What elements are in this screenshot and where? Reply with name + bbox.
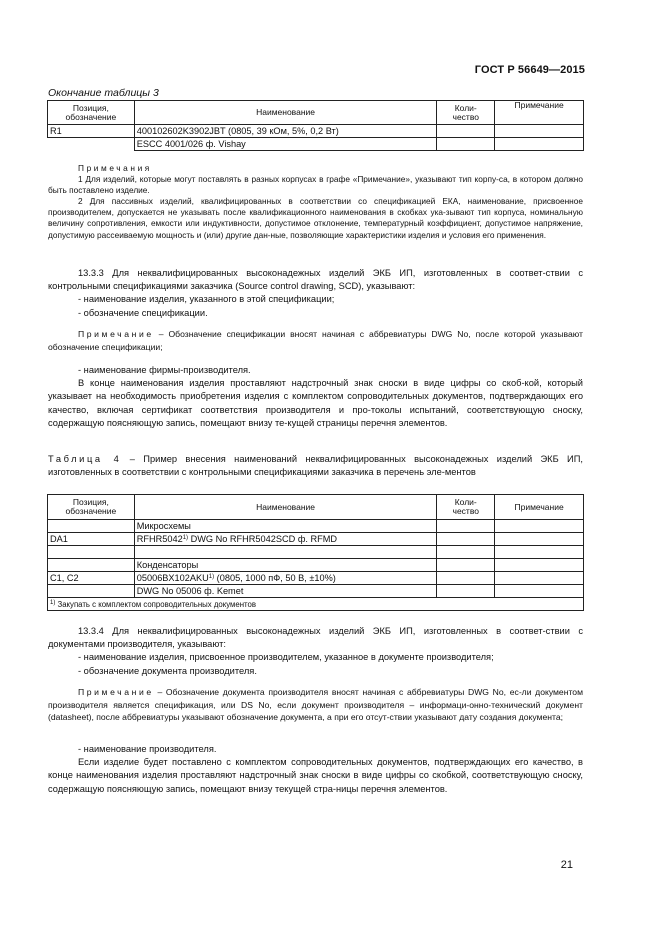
table-row bbox=[48, 546, 584, 559]
page-number: 21 bbox=[560, 859, 573, 871]
section-13-3-4 bbox=[48, 625, 583, 678]
table3-cell-name: 400102602K3902JBT (0805, 39 кОм, 5%, 0,2 Вт) bbox=[134, 125, 437, 138]
table4-footnote bbox=[48, 598, 584, 611]
part-spec: DWG No RFHR5042SCD ф. RFMD bbox=[188, 533, 338, 544]
section-13-3-3-intro: 13.3.3 Для неквалифицированных высоконадежных изделий ЭКБ ИП, изготовленных в соответ-ствии с контрольными спецификациями заказчика (Source control drawing, SCD), указывают: bbox=[48, 268, 583, 292]
footnote-mark: 1) bbox=[208, 573, 215, 580]
section-paragraph: В конце наименования изделия проставляют надстрочный знак сноски в виде цифры со скоб-кой, который указывает на необходимость приобретения изделия с комплектом сопроводительных документов, подтверждающих его качество, включая сертификат соответствия производителя и про-токолы испытаний, соответствующую сноску, содержащую поясняющую запись, помещают внизу те-кущей страницы перечня элементов. bbox=[48, 378, 583, 428]
note-text: – Обозначение документа производителя вносят начиная с аббревиатуры DWG No, ес-ли документом производителя является спецификация, или DS No, если документ производителя – информаци-онно-технический документ (datasheet), после аббревиатуры указывают обозначение документа, а при его отсут-ствии указывают дату создания документа; bbox=[48, 687, 583, 722]
notes-title: Примечания bbox=[78, 163, 152, 173]
table3 bbox=[47, 100, 584, 151]
list-item: - наименование производителя. bbox=[78, 744, 217, 754]
table4-cell-note bbox=[495, 559, 584, 572]
part-number: RFHR5042 bbox=[136, 533, 183, 544]
note-block-2 bbox=[48, 328, 583, 353]
table-row bbox=[48, 585, 584, 598]
section-13-3-4-intro: 13.3.4 Для неквалифицированных высоконадежных изделий ЭКБ ИП, изготовленных в соответ-ствии с документами производителя, указывают: bbox=[48, 626, 583, 650]
table4 bbox=[47, 494, 584, 611]
table4-header-qty: Коли- чество bbox=[437, 495, 495, 520]
table4-cell-name: Конденсаторы bbox=[134, 559, 437, 572]
table3-cell-note bbox=[495, 138, 584, 151]
table-row bbox=[48, 533, 584, 546]
footnote-mark: 1) bbox=[50, 599, 56, 606]
table4-caption-text: – Пример внесения наименований неквалифицированных высоконадежных изделий ЭКБ ИП, изготовленных в соответствии с контрольными спецификациями заказчика в перечень эле-ментов bbox=[48, 454, 584, 478]
table4-cell-name bbox=[134, 572, 437, 585]
table4-cell-note bbox=[495, 520, 584, 533]
table4-caption bbox=[48, 453, 583, 479]
table4-cell-position: DA1 bbox=[48, 533, 135, 546]
note-label: Примечание bbox=[78, 687, 154, 697]
section-13-3-3-cont bbox=[48, 364, 583, 430]
section-13-3-4-cont bbox=[48, 743, 583, 796]
table-row bbox=[48, 572, 584, 585]
table3-cell-name: ESCC 4001/026 ф. Vishay bbox=[134, 138, 437, 151]
table3-cell-position bbox=[48, 138, 135, 151]
table4-cell-qty bbox=[437, 585, 495, 598]
table4-cell-position bbox=[48, 546, 135, 559]
table4-cell-qty bbox=[437, 572, 495, 585]
table3-cell-note bbox=[495, 125, 584, 138]
note-block-3 bbox=[48, 686, 583, 724]
table4-cell-position bbox=[48, 585, 135, 598]
table3-header-row bbox=[48, 101, 584, 125]
list-item: - наименование фирмы-производителя. bbox=[78, 365, 251, 375]
table-row bbox=[48, 559, 584, 572]
table4-cell-qty bbox=[437, 559, 495, 572]
table4-header-name: Наименование bbox=[134, 495, 437, 520]
standard-designation: ГОСТ Р 56649—2015 bbox=[474, 64, 585, 76]
table3-cell-position: R1 bbox=[48, 125, 135, 138]
table4-cell-position: C1, C2 bbox=[48, 572, 135, 585]
table4-cell-position bbox=[48, 559, 135, 572]
table3-header-position: Позиция, обозначение bbox=[48, 101, 135, 125]
table4-header-note: Примечание bbox=[495, 495, 584, 520]
footnote-text: Закупать с комплектом сопроводительных документов bbox=[55, 599, 256, 609]
table4-cell-qty bbox=[437, 546, 495, 559]
table-row bbox=[48, 138, 584, 151]
part-number: 05006BX102AKU bbox=[136, 572, 209, 583]
notes-block-1 bbox=[48, 163, 583, 241]
table4-cell-name: Микросхемы bbox=[134, 520, 437, 533]
table3-cell-qty bbox=[437, 138, 495, 151]
part-spec: (0805, 1000 пФ, 50 В, ±10%) bbox=[214, 572, 336, 583]
table4-cell-qty bbox=[437, 520, 495, 533]
table3-header-qty: Коли- чество bbox=[437, 101, 495, 125]
section-paragraph: Если изделие будет поставлено с комплектом сопроводительных документов, подтверждающих его качество, в конце наименования изделия проставляют надстрочный знак сноски в виде цифры со скобкой, соответствующую сноску, содержащую поясняющую запись, помещают внизу текущей стра-ницы перечня элементов. bbox=[48, 757, 583, 794]
table4-cell-note bbox=[495, 546, 584, 559]
table3-header-note: Примечание bbox=[495, 101, 584, 125]
section-13-3-3 bbox=[48, 267, 583, 320]
table4-cell-note bbox=[495, 533, 584, 546]
table3-header-name: Наименование bbox=[134, 101, 437, 125]
table4-cell-name bbox=[134, 546, 437, 559]
table4-cell-qty bbox=[437, 533, 495, 546]
note-label: Примечание bbox=[78, 329, 154, 339]
table4-cell-name: DWG No 05006 ф. Kemet bbox=[134, 585, 437, 598]
note-2: 2 Для пассивных изделий, квалифицированных в соответствии со спецификацией ЕКА, наименование, присвоенное производителем, допускается не указывать после квалификационного наименования в скобках ука-зывают тип корпуса, номинальную величину сопротивления, емкости или индуктивности, допустимое отклонение, температурный коэффициент, допустимое напряжение, допустимую рассеиваемую мощность и (или) другие дан-ные, позволяющие характеристики изделия и условия его применения. bbox=[48, 196, 583, 240]
table3-cell-qty bbox=[437, 125, 495, 138]
table4-label: Таблица 4 bbox=[48, 454, 122, 464]
table-row bbox=[48, 520, 584, 533]
table-row bbox=[48, 125, 584, 138]
table4-cell-position bbox=[48, 520, 135, 533]
list-item: - наименование изделия, присвоенное производителем, указанное в документе производителя; bbox=[78, 652, 494, 663]
table4-cell-name bbox=[134, 533, 437, 546]
list-item: - обозначение документа производителя. bbox=[78, 665, 257, 676]
list-item: - наименование изделия, указанного в этой спецификации; bbox=[78, 294, 335, 305]
list-item: - обозначение спецификации. bbox=[78, 307, 208, 318]
note-1: 1 Для изделий, которые могут поставлять в разных корпусах в графе «Примечание», указывают тип корпу-са, в котором должно быть поставлено изделие. bbox=[48, 174, 583, 196]
table4-cell-note bbox=[495, 572, 584, 585]
table3-caption: Окончание таблицы 3 bbox=[48, 87, 159, 99]
table4-header-position: Позиция, обозначение bbox=[48, 495, 135, 520]
table4-footnote-row bbox=[48, 598, 584, 611]
note-text: – Обозначение спецификации вносят начиная с аббревиатуры DWG No, после которой указывают обозначение спецификации; bbox=[48, 329, 583, 352]
footnote-mark: 1) bbox=[182, 534, 189, 541]
table4-header-row bbox=[48, 495, 584, 520]
table4-cell-note bbox=[495, 585, 584, 598]
